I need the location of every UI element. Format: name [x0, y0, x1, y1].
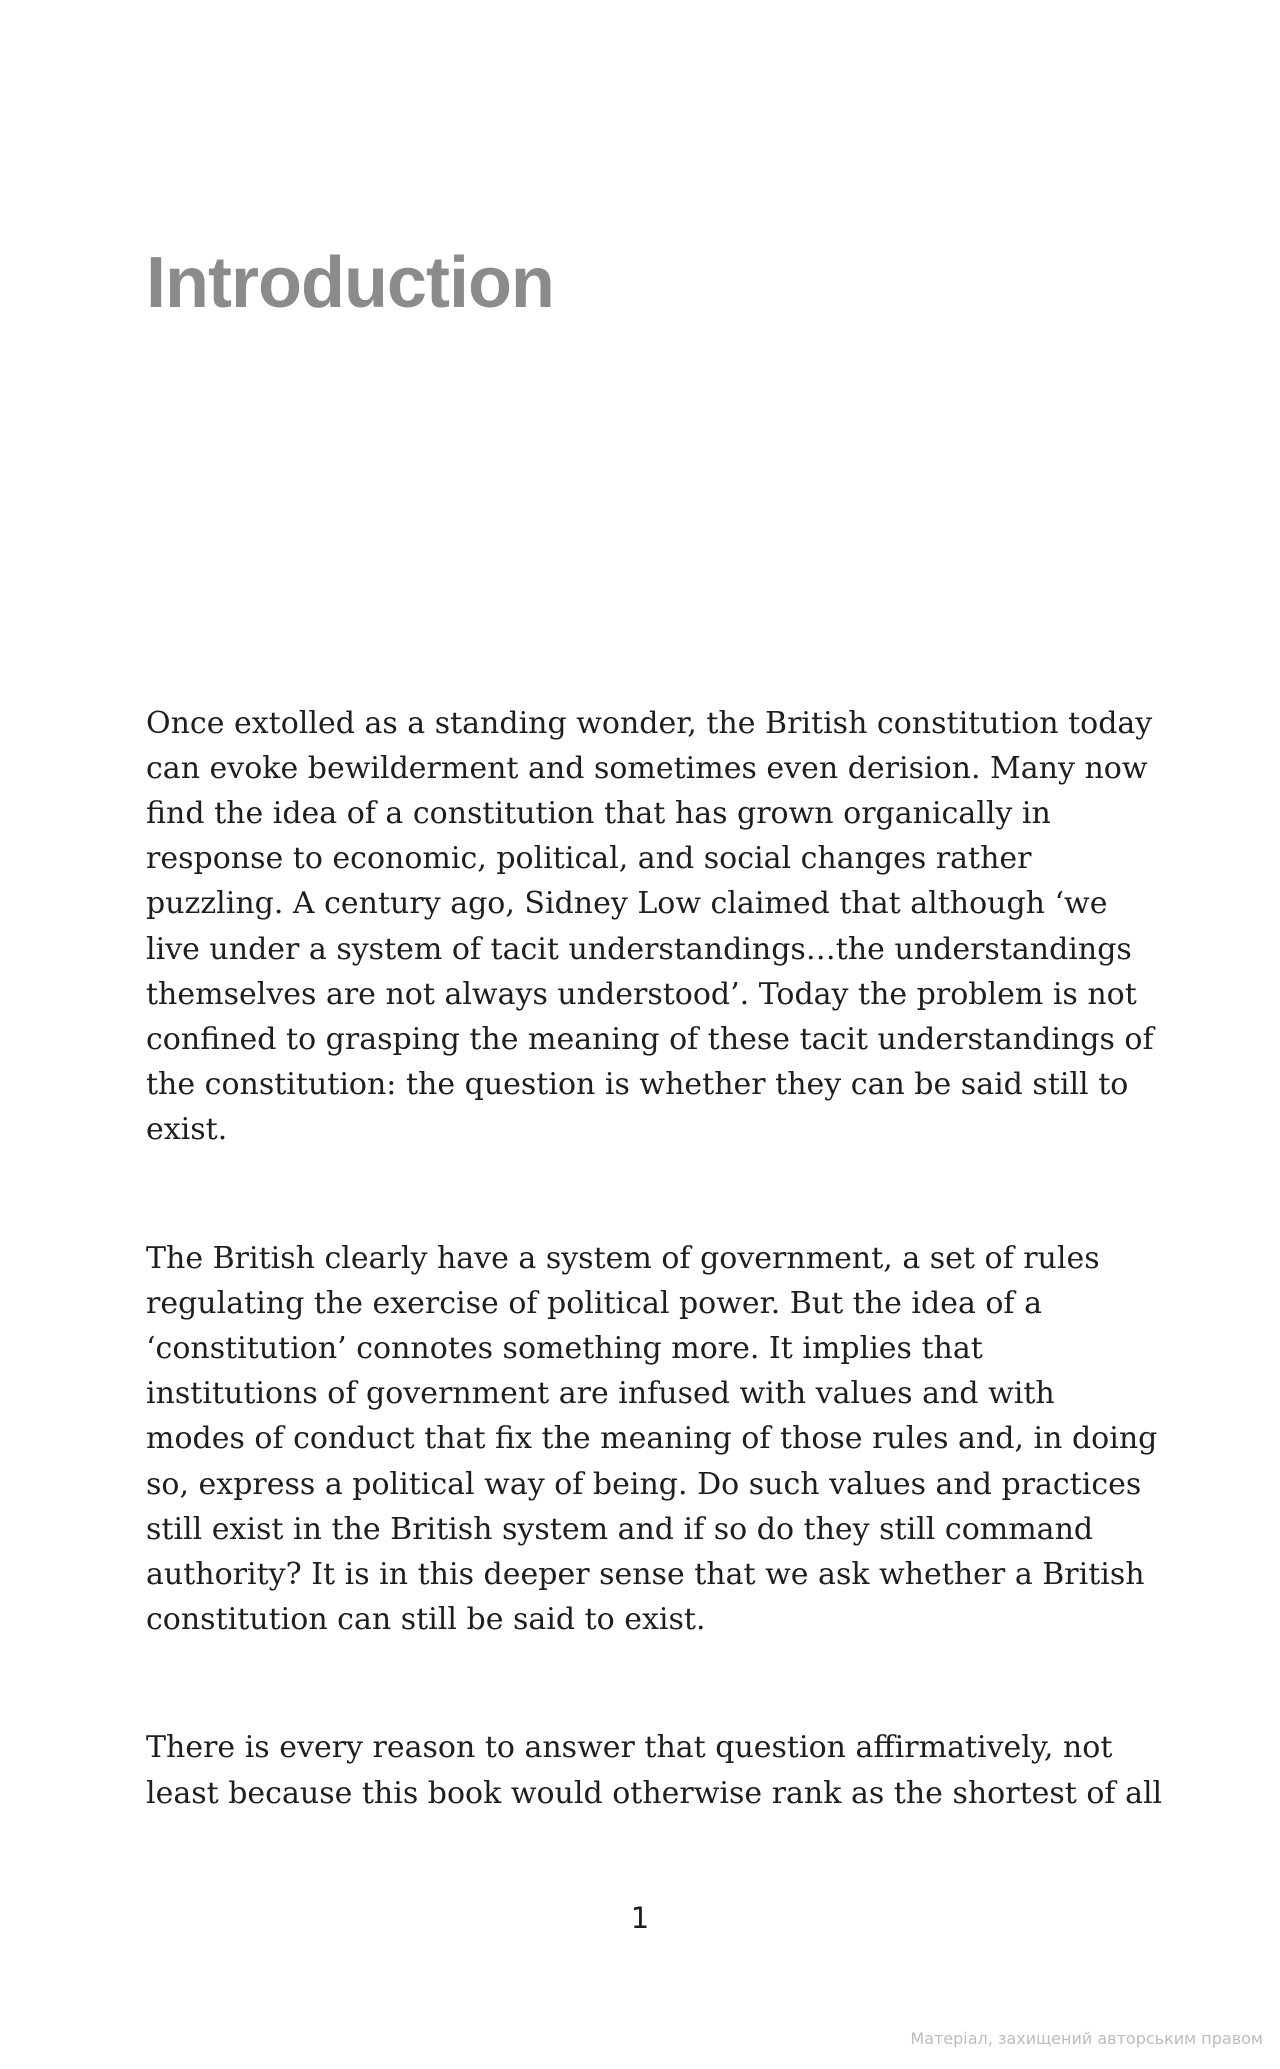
text-line: modes of conduct that fix the meaning of those rules and, in doing — [146, 1421, 1158, 1457]
text-line: institutions of government are infused with values and with — [146, 1376, 1055, 1412]
text-line: themselves are not always understood’. Today the problem is not — [146, 976, 1137, 1012]
text-line: can evoke bewilderment and sometimes even derision. Many now — [146, 750, 1148, 786]
chapter-title: Introduction — [146, 243, 554, 323]
text-line: Once extolled as a standing wonder, the British constitution today — [146, 705, 1153, 741]
copyright-watermark: Матеріал, захищений авторським правом — [910, 2029, 1263, 2048]
text-line: constitution can still be said to exist. — [146, 1602, 706, 1638]
text-line: confined to grasping the meaning of these tacit understandings of — [146, 1021, 1154, 1057]
page-number: 1 — [630, 1901, 650, 1935]
text-line: find the idea of a constitution that has grown organically in — [146, 795, 1051, 831]
body-text — [146, 701, 1163, 1899]
text-line: puzzling. A century ago, Sidney Low claimed that although ‘we — [146, 886, 1108, 922]
text-line: exist. — [146, 1112, 228, 1148]
text-line: ‘constitution’ connotes something more. It implies that — [146, 1330, 983, 1366]
text-line: There is every reason to answer that question affirmatively, not — [146, 1730, 1113, 1766]
text-line: regulating the exercise of political power. But the idea of a — [146, 1285, 1042, 1321]
paragraph — [146, 701, 1156, 1153]
text-line: so, express a political way of being. Do such values and practices — [146, 1466, 1142, 1502]
text-line: live under a system of tacit understandings…the understandings — [146, 931, 1132, 967]
text-line: response to economic, political, and social changes rather — [146, 841, 1032, 877]
text-line: The British clearly have a system of government, a set of rules — [146, 1240, 1100, 1276]
text-line: authority? It is in this deeper sense that we ask whether a British — [146, 1556, 1145, 1592]
text-line: still exist in the British system and if so do they still command — [146, 1511, 1094, 1547]
text-line: least because this book would otherwise rank as the shortest of all — [146, 1775, 1163, 1811]
text-line: the constitution: the question is whether they can be said still to — [146, 1067, 1129, 1103]
paragraph — [146, 1725, 1163, 1815]
paragraph — [146, 1236, 1156, 1643]
